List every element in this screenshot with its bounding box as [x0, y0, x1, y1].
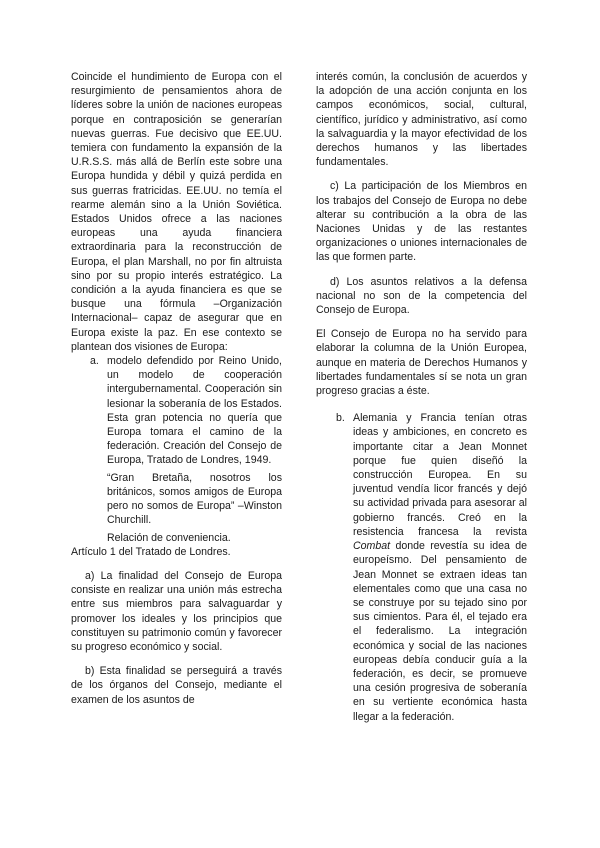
- paragraph-d: d) Los asuntos relativos a la defensa nacional no son de la competencia del Consejo de Europa.: [316, 275, 527, 317]
- item-b-text: [353, 411, 527, 723]
- item-b-text-part1: Alemania y Francia tenían otras ideas y ambiciones, en concreto es importante citar a Jean Monnet porque fue quien diseñó la construcción Europea. En su juventud vendía licor francés y dejó su actividad privada para asesorar al gobierno francés. Creó en la resistencia francesa la revista: [353, 412, 527, 538]
- paragraph-b: b) Esta finalidad se perseguirá a través de los órganos del Consejo, mediante el examen de los asuntos de: [71, 665, 282, 706]
- item-b-text-part2: donde revestía su idea de europeísmo. Del pensamiento de Jean Monnet se extraen ideas tan elementales como que una casa no se construye por su tejado sino por sus cimientos. Para él, el tejado era el federalismo. La integración económica y social de las naciones europeas debía conducir guía a la federación, es decir, se promueve una cesión progresiva de soberanía en su vertiente económica hasta llegar a la federación.: [353, 540, 527, 723]
- list-marker-a: a.: [90, 355, 99, 368]
- paragraph-consejo: El Consejo de Europa no ha servido para elaborar la columna de la Unión Europea, aunque en materia de Derechos Humanos y libertades fundamentales sí se nota un gran progreso gracias a éste.: [316, 328, 527, 398]
- item-a-relation: Relación de conveniencia.: [107, 531, 231, 544]
- paragraph-c: c) La participación de los Miembros en los trabajos del Consejo de Europa no debe alterar su contribución a la obra de las Naciones Unidas y de las restantes organizaciones o uniones internacionales de las que formen parte.: [316, 180, 527, 264]
- left-column: [71, 70, 282, 707]
- paragraph-a: a) La finalidad del Consejo de Europa consiste en realizar una unión más estrecha entre sus miembros para salvaguardar y promover los ideales y los principios que constituyen su patrimonio común y favorecer su progreso económico y social.: [71, 569, 282, 653]
- combat-journal-title: Combat: [353, 540, 391, 553]
- list-marker-b: b.: [336, 412, 345, 425]
- list-item-b: [316, 411, 527, 723]
- churchill-quote: “Gran Bretaña, nosotros los británicos, somos amigos de Europa pero no somos de Europa” –Winston Churchill.: [107, 471, 282, 527]
- article-heading: Artículo 1 del Tratado de Londres.: [71, 545, 231, 558]
- intro-paragraph: Coincide el hundimiento de Europa con el resurgimiento de pensamientos ahora de líderes sobre la unión de naciones europeas porque en contraposición se generarían nuevas guerras. Fue decisivo que EE.UU. temiera con fundamento la expansión de la U.R.S.S. más allá de Berlín este sobre una Europa hundida y débil y quizá perdida en sus guerras fratricidas. EE.UU. no temía el rearme alemán sino a la Unión Soviética. Estados Unidos ofrece a las naciones europeas una ayuda financiera extraordinaria para la reconstrucción de Europa, el plan Marshall, no por fin altruista sino por su propio interés estratégico. La condición a la ayuda financiera es que se busque una fórmula –Organización Internacional– capaz de asegurar que en Europa existe la paz. En ese contexto se plantean dos visiones de Europa:: [71, 71, 282, 353]
- list-item-a: [71, 354, 282, 545]
- item-a-text: modelo defendido por Reino Unido, un modelo de cooperación intergubernamental. Cooperación sin lesionar la soberanía de los Estados. Esta gran potencia no quería que Europa tomara el camino de la federación. Creación del Consejo de Europa, Tratado de Londres, 1949.: [107, 355, 282, 467]
- right-column: [316, 70, 527, 724]
- paragraph-b-continued: interés común, la conclusión de acuerdos y la adopción de una acción conjunta en los campos económicos, social, cultural, científico, jurídico y administrativo, así como la salvaguardia y la mayor efectividad de los derechos humanos y las libertades fundamentales.: [316, 71, 527, 169]
